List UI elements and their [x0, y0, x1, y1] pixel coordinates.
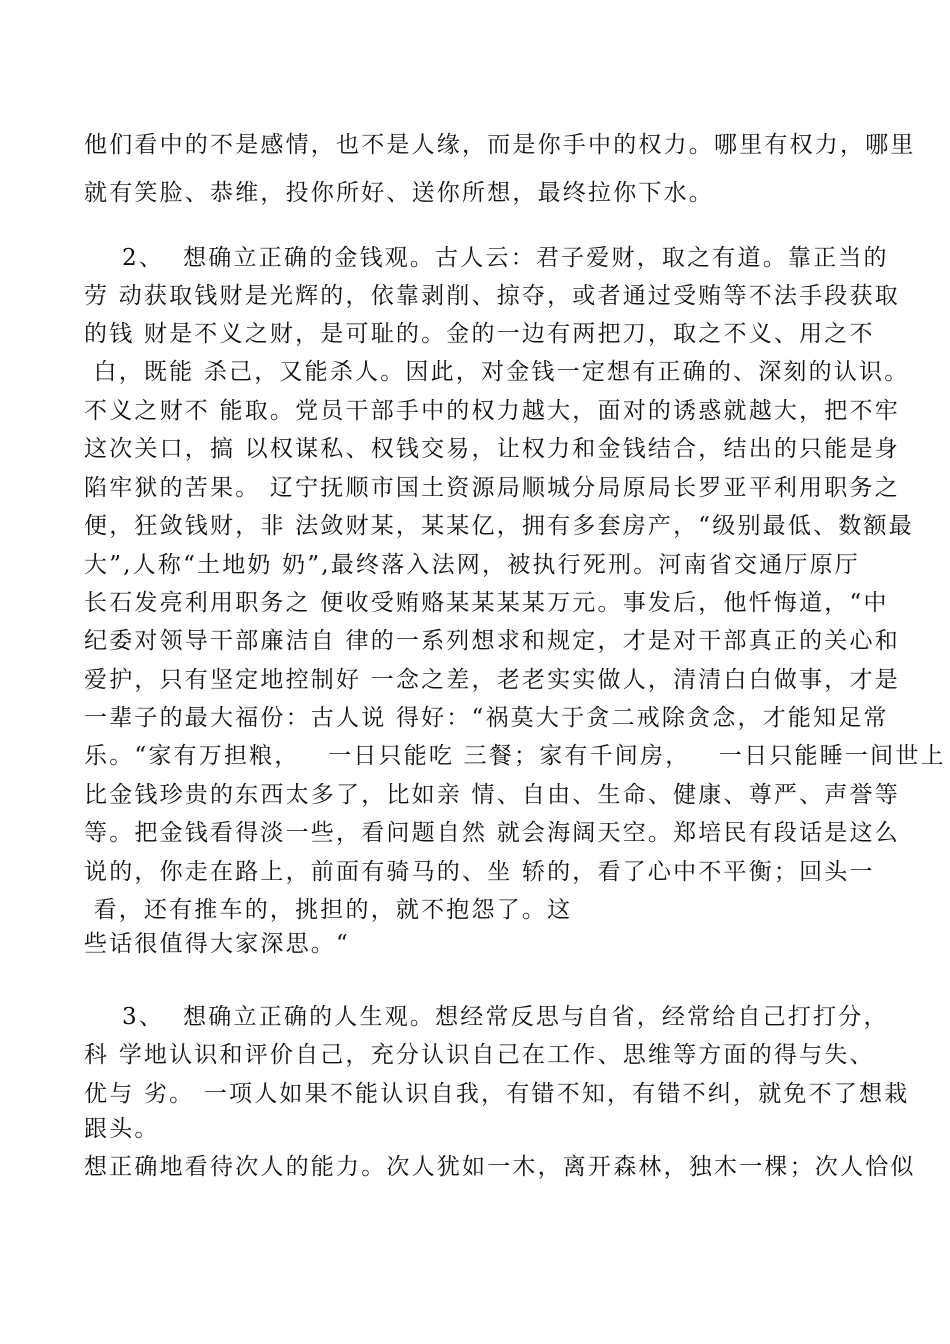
text-line: 跟头。 — [84, 1116, 160, 1142]
text-line: 2、 想确立正确的金钱观。古人云：君子爱财，取之有道。靠正当的 — [84, 245, 889, 271]
text-line: 纪委对领导干部廉洁自 律的一系列想求和规定，才是对干部真正的关心和 — [84, 628, 900, 654]
text-line: 优与 劣。 一项人如果不能认识自我，有错不知，有错不纠，就免不了想栽 — [84, 1081, 910, 1107]
text-line: 说的，你走在路上，前面有骑马的、坐 轿的，看了心中不平衡；回头一 — [84, 859, 875, 885]
text-line: 白，既能 杀己，又能杀人。因此，对金钱一定想有正确的、深刻的认识。 — [84, 359, 910, 385]
text-line: 便，狂敛钱财，非 法敛财某，某某亿，拥有多套房产，“级别最低、数额最 — [84, 513, 914, 539]
text-line: 长石发亮利用职务之 便收受贿赂某某某某万元。事发后，他忏悔道，“中 — [84, 590, 889, 616]
text-line: 劳 动获取钱财是光辉的，依靠剥削、掠夺，或者通过受贿等不法手段获取 — [84, 283, 900, 309]
text-line: 的钱 财是不义之财，是可耻的。金的一边有两把刀，取之不义、用之不 — [84, 321, 875, 347]
text-line: 一辈子的最大福份：古人说 得好：“祸莫大于贪二戒除贪念，才能知足常 — [84, 705, 889, 731]
text-line: 看，还有推车的，挑担的，就不抱怨了。这 — [84, 897, 573, 923]
text-line: 比金钱珍贵的东西太多了，比如亲 情、自由、生命、健康、尊严、声誉等 — [84, 782, 900, 808]
text-line: 大”,人称“土地奶 奶”,最终落入法网，被执行死刑。河南省交通厅原厅 — [84, 552, 861, 578]
text-line: 些话很值得大家深思。“ — [84, 931, 350, 957]
text-line: 3、 想确立正确的人生观。想经常反思与自省，经常给自己打打分， — [84, 1004, 889, 1030]
text-line: 乐。“家有万担粮， 一日只能吃 三餐；家有千间房， 一日只能睡一间世上 — [84, 743, 946, 769]
text-line: 陷牢狱的苦果。 辽宁抚顺市国土资源局顺城分局原局长罗亚平利用职务之 — [84, 475, 900, 501]
text-line: 这次关口，搞 以权谋私、权钱交易，让权力和金钱结合，结出的只能是身 — [84, 436, 900, 462]
text-line: 等。把金钱看得淡一些，看问题自然 就会海阔天空。郑培民有段话是这么 — [84, 820, 900, 846]
text-line: 想正确地看待次人的能力。次人犹如一木，离开森林，独木一棵；次人恰似 — [84, 1154, 916, 1180]
text-line: 爱护，只有坚定地控制好 一念之差，老老实实做人，清清白白做事，才是 — [84, 667, 900, 693]
text-line: 科 学地认识和评价自己，充分认识自己在工作、思维等方面的得与失、 — [84, 1042, 875, 1068]
text-line: 不义之财不 能取。党员干部手中的权力越大，面对的诱惑就越大，把不牢 — [84, 398, 900, 424]
text-line: 就有笑脸、恭维，投你所好、送你所想，最终拉你下水。 — [84, 180, 714, 206]
text-line: 他们看中的不是感情，也不是人缘，而是你手中的权力。哪里有权力，哪里 — [84, 132, 916, 158]
